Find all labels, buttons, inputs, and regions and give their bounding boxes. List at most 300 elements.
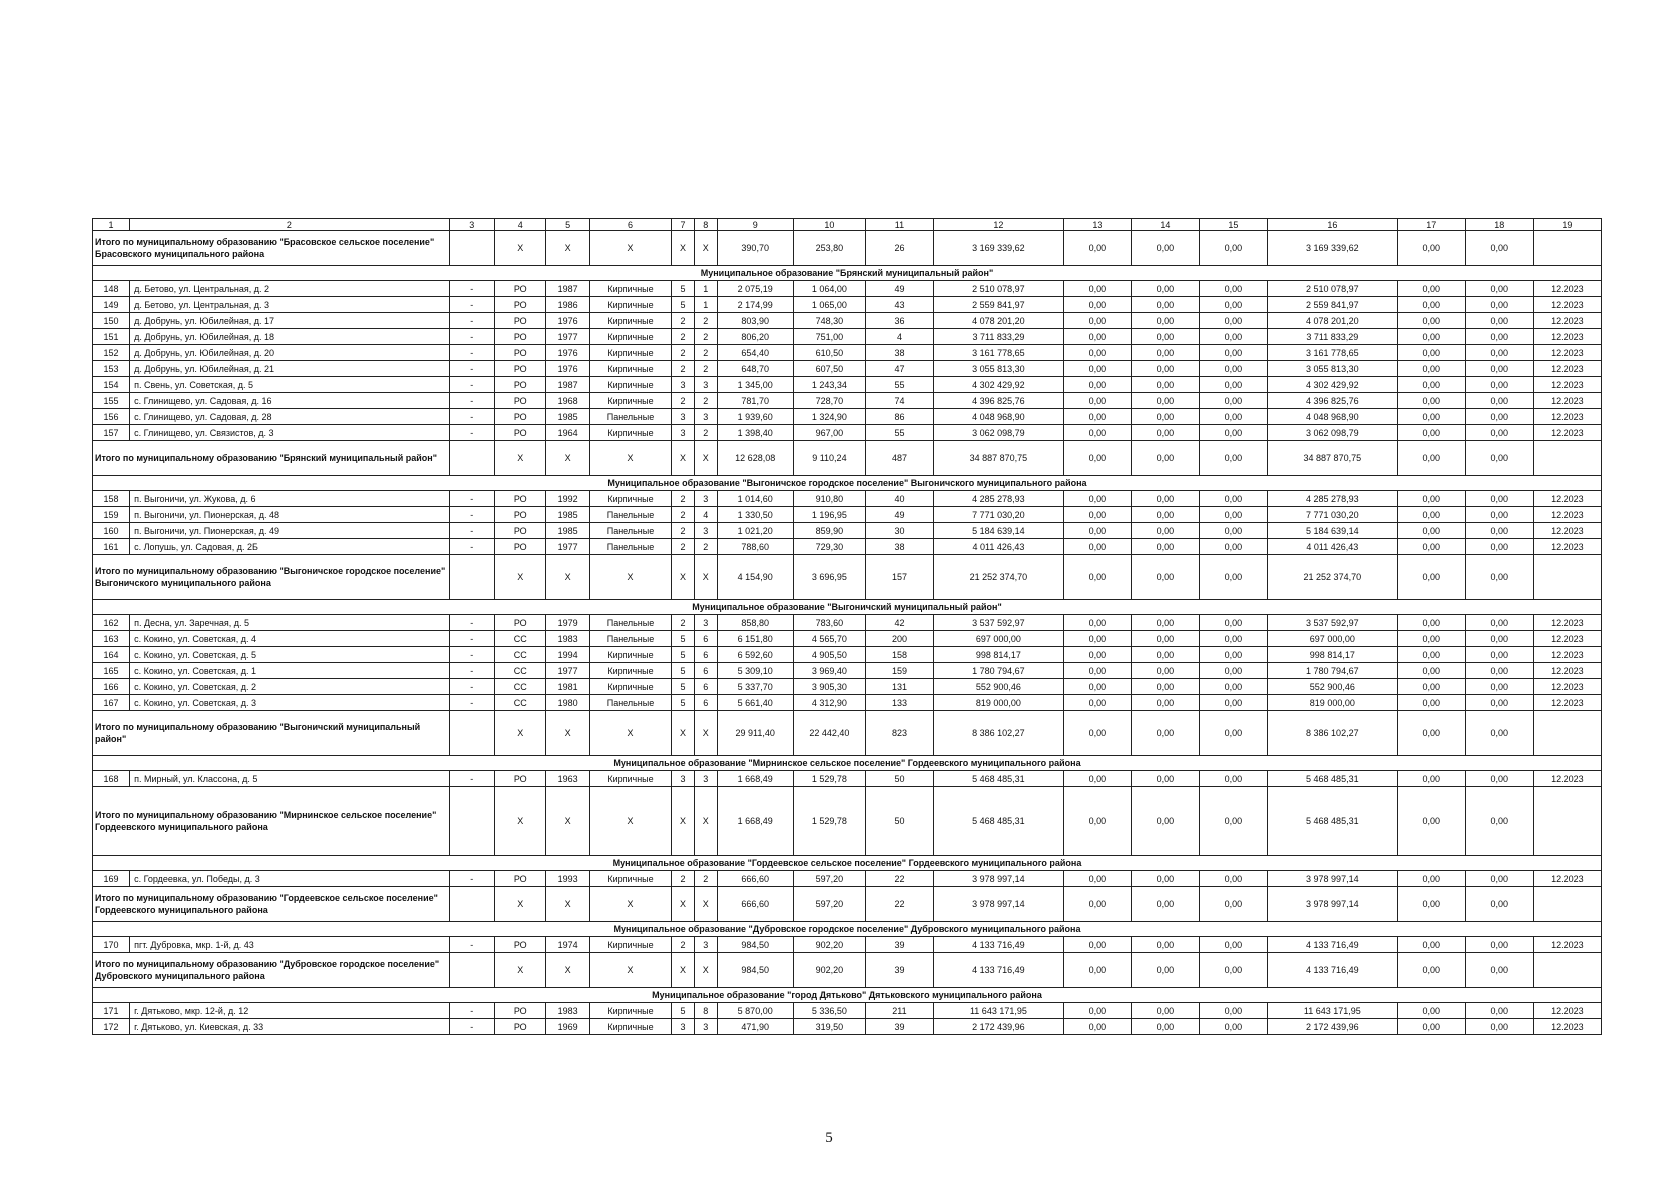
table-cell: 8 386 102,27: [933, 711, 1063, 756]
table-cell: 4 133 716,49: [933, 937, 1063, 953]
table-cell: 0,00: [1131, 679, 1199, 695]
table-cell: РО: [494, 425, 546, 441]
table-cell: 5 184 639,14: [933, 523, 1063, 539]
table-cell: 0,00: [1397, 313, 1465, 329]
table-cell: X: [694, 887, 717, 922]
table-cell: 0,00: [1465, 361, 1533, 377]
table-cell: 0,00: [1465, 377, 1533, 393]
address-cell: с. Кокино, ул. Советская, д. 5: [130, 647, 450, 663]
table-cell: 5 468 485,31: [1267, 787, 1397, 856]
table-cell: 0,00: [1199, 425, 1267, 441]
table-cell: 2: [672, 523, 695, 539]
table-cell: 823: [865, 711, 933, 756]
table-cell: 0,00: [1063, 1019, 1131, 1035]
table-cell: Кирпичные: [589, 937, 671, 953]
table-cell: X: [546, 555, 589, 600]
table-cell: РО: [494, 345, 546, 361]
column-number: 18: [1465, 219, 1533, 231]
table-cell: 0,00: [1199, 329, 1267, 345]
table-cell: 0,00: [1131, 695, 1199, 711]
table-cell: 7 771 030,20: [933, 507, 1063, 523]
table-cell: 0,00: [1131, 393, 1199, 409]
table-cell: 21 252 374,70: [933, 555, 1063, 600]
table-cell: 0,00: [1397, 297, 1465, 313]
table-cell: 783,60: [793, 615, 865, 631]
table-cell: -: [449, 281, 494, 297]
table-cell: X: [694, 441, 717, 476]
total-row: [93, 953, 1602, 988]
table-cell: 1 529,78: [793, 771, 865, 787]
address-cell: с. Глинищево, ул. Садовая, д. 16: [130, 393, 450, 409]
table-cell: 0,00: [1199, 887, 1267, 922]
column-number: 3: [449, 219, 494, 231]
table-cell: 1 529,78: [793, 787, 865, 856]
table-cell: 12.2023: [1533, 1019, 1601, 1035]
table-cell: -: [449, 615, 494, 631]
table-cell: РО: [494, 1003, 546, 1019]
table-cell: 12.2023: [1533, 647, 1601, 663]
table-cell: 12.2023: [1533, 871, 1601, 887]
table-cell: РО: [494, 523, 546, 539]
table-cell: [1533, 953, 1601, 988]
table-cell: X: [589, 711, 671, 756]
table-cell: 0,00: [1397, 631, 1465, 647]
housing-repair-table: [92, 218, 1602, 1035]
table-cell: 0,00: [1131, 409, 1199, 425]
table-cell: 0,00: [1199, 937, 1267, 953]
table-cell: 2: [672, 937, 695, 953]
table-cell: 1985: [546, 507, 589, 523]
table-cell: 3 169 339,62: [933, 231, 1063, 266]
table-cell: 3 711 833,29: [1267, 329, 1397, 345]
table-cell: 1977: [546, 329, 589, 345]
table-cell: 1976: [546, 345, 589, 361]
table-cell: 1963: [546, 771, 589, 787]
table-cell: 5 468 485,31: [1267, 771, 1397, 787]
table-cell: 1976: [546, 313, 589, 329]
table-cell: 4 396 825,76: [1267, 393, 1397, 409]
table-cell: РО: [494, 507, 546, 523]
table-cell: 0,00: [1131, 937, 1199, 953]
table-cell: 12 628,08: [717, 441, 793, 476]
table-cell: 12.2023: [1533, 1003, 1601, 1019]
table-cell: 5: [672, 647, 695, 663]
table-cell: 5: [672, 679, 695, 695]
table-cell: Кирпичные: [589, 377, 671, 393]
table-cell: 0,00: [1131, 313, 1199, 329]
table-cell: 0,00: [1131, 377, 1199, 393]
table-cell: 5 184 639,14: [1267, 523, 1397, 539]
section-header-row: [93, 756, 1602, 771]
table-cell: 0,00: [1131, 361, 1199, 377]
table-cell: 0,00: [1199, 771, 1267, 787]
table-cell: 12.2023: [1533, 679, 1601, 695]
table-cell: 12.2023: [1533, 393, 1601, 409]
table-cell: 0,00: [1199, 393, 1267, 409]
table-cell: X: [589, 953, 671, 988]
table-cell: 3: [672, 1019, 695, 1035]
table-cell: 0,00: [1397, 1003, 1465, 1019]
table-cell: 1977: [546, 663, 589, 679]
table-cell: 0,00: [1199, 631, 1267, 647]
table-cell: 1 398,40: [717, 425, 793, 441]
table-cell: 0,00: [1063, 329, 1131, 345]
table-cell: [1533, 711, 1601, 756]
table-cell: 6: [694, 647, 717, 663]
table-cell: 3: [672, 771, 695, 787]
table-cell: 0,00: [1397, 491, 1465, 507]
table-cell: 1 014,60: [717, 491, 793, 507]
table-cell: X: [672, 787, 695, 856]
table-cell: 0,00: [1465, 711, 1533, 756]
table-cell: 3 062 098,79: [933, 425, 1063, 441]
total-label: Итого по муниципальному образованию "Выгоничский муниципальный район": [93, 711, 450, 756]
table-cell: 4 154,90: [717, 555, 793, 600]
row-number: 149: [93, 297, 130, 313]
table-cell: -: [449, 679, 494, 695]
table-cell: 4 905,50: [793, 647, 865, 663]
row-number: 167: [93, 695, 130, 711]
table-cell: 0,00: [1063, 937, 1131, 953]
table-cell: 2: [672, 871, 695, 887]
table-cell: 0,00: [1397, 281, 1465, 297]
table-cell: 1 668,49: [717, 787, 793, 856]
table-cell: 3: [694, 1019, 717, 1035]
total-row: [93, 711, 1602, 756]
table-cell: 0,00: [1397, 663, 1465, 679]
table-cell: Панельные: [589, 507, 671, 523]
table-cell: 0,00: [1063, 345, 1131, 361]
address-cell: с. Лопушь, ул. Садовая, д. 2Б: [130, 539, 450, 555]
table-cell: 5 468 485,31: [933, 787, 1063, 856]
table-cell: 0,00: [1063, 507, 1131, 523]
table-cell: Панельные: [589, 631, 671, 647]
table-row: [93, 393, 1602, 409]
row-number: 156: [93, 409, 130, 425]
table-cell: 967,00: [793, 425, 865, 441]
table-cell: 42: [865, 615, 933, 631]
table-cell: 607,50: [793, 361, 865, 377]
table-cell: -: [449, 409, 494, 425]
table-cell: 748,30: [793, 313, 865, 329]
row-number: 163: [93, 631, 130, 647]
table-cell: Панельные: [589, 409, 671, 425]
table-cell: 0,00: [1199, 695, 1267, 711]
table-cell: 0,00: [1465, 297, 1533, 313]
table-cell: 2: [694, 871, 717, 887]
table-cell: -: [449, 425, 494, 441]
table-cell: 0,00: [1199, 377, 1267, 393]
address-cell: п. Выгоничи, ул. Пионерская, д. 49: [130, 523, 450, 539]
table-cell: [1533, 231, 1601, 266]
table-cell: X: [494, 555, 546, 600]
table-cell: -: [449, 1019, 494, 1035]
table-cell: 0,00: [1465, 313, 1533, 329]
table-cell: 728,70: [793, 393, 865, 409]
table-cell: 654,40: [717, 345, 793, 361]
table-cell: 806,20: [717, 329, 793, 345]
table-cell: 12.2023: [1533, 377, 1601, 393]
address-cell: п. Выгоничи, ул. Жукова, д. 6: [130, 491, 450, 507]
table-cell: 2 172 439,96: [1267, 1019, 1397, 1035]
table-cell: -: [449, 377, 494, 393]
table-cell: 0,00: [1131, 555, 1199, 600]
table-cell: 998 814,17: [933, 647, 1063, 663]
row-number: 161: [93, 539, 130, 555]
table-body: [93, 219, 1602, 1035]
table-cell: 0,00: [1397, 393, 1465, 409]
address-cell: с. Гордеевка, ул. Победы, д. 3: [130, 871, 450, 887]
table-cell: 1985: [546, 409, 589, 425]
table-cell: Кирпичные: [589, 329, 671, 345]
table-cell: 1 345,00: [717, 377, 793, 393]
table-cell: 0,00: [1063, 555, 1131, 600]
table-cell: 0,00: [1465, 491, 1533, 507]
table-cell: 0,00: [1131, 507, 1199, 523]
section-title: Муниципальное образование "Брянский муниципальный район": [93, 266, 1602, 281]
table-cell: 0,00: [1397, 523, 1465, 539]
table-cell: 12.2023: [1533, 523, 1601, 539]
table-cell: РО: [494, 361, 546, 377]
table-cell: 910,80: [793, 491, 865, 507]
table-cell: 0,00: [1131, 787, 1199, 856]
table-cell: 984,50: [717, 937, 793, 953]
table-cell: 0,00: [1199, 953, 1267, 988]
table-cell: 552 900,46: [1267, 679, 1397, 695]
table-cell: 7 771 030,20: [1267, 507, 1397, 523]
table-row: [93, 663, 1602, 679]
table-cell: 0,00: [1397, 361, 1465, 377]
table-cell: 6: [694, 663, 717, 679]
table-cell: Кирпичные: [589, 871, 671, 887]
table-cell: 86: [865, 409, 933, 425]
table-cell: 12.2023: [1533, 539, 1601, 555]
table-row: [93, 539, 1602, 555]
table-cell: 2: [672, 345, 695, 361]
table-cell: 0,00: [1131, 491, 1199, 507]
table-cell: 5: [672, 281, 695, 297]
table-row: [93, 281, 1602, 297]
table-cell: [449, 441, 494, 476]
table-cell: 0,00: [1397, 953, 1465, 988]
table-row: [93, 329, 1602, 345]
table-cell: 0,00: [1397, 345, 1465, 361]
table-cell: 697 000,00: [1267, 631, 1397, 647]
column-number: 9: [717, 219, 793, 231]
table-cell: 2 172 439,96: [933, 1019, 1063, 1035]
table-cell: 803,90: [717, 313, 793, 329]
table-cell: РО: [494, 491, 546, 507]
table-row: [93, 631, 1602, 647]
table-row: [93, 771, 1602, 787]
address-cell: д. Добрунь, ул. Юбилейная, д. 18: [130, 329, 450, 345]
table-cell: X: [546, 953, 589, 988]
table-cell: 0,00: [1397, 377, 1465, 393]
table-cell: 781,70: [717, 393, 793, 409]
table-cell: 0,00: [1199, 231, 1267, 266]
table-cell: X: [494, 787, 546, 856]
table-cell: 729,30: [793, 539, 865, 555]
table-cell: -: [449, 871, 494, 887]
table-cell: 2 559 841,97: [1267, 297, 1397, 313]
table-cell: 1 780 794,67: [1267, 663, 1397, 679]
table-row: [93, 647, 1602, 663]
table-cell: 0,00: [1397, 695, 1465, 711]
table-cell: 0,00: [1131, 539, 1199, 555]
table-cell: 0,00: [1063, 887, 1131, 922]
table-cell: 0,00: [1465, 507, 1533, 523]
table-cell: 12.2023: [1533, 329, 1601, 345]
table-cell: 0,00: [1063, 523, 1131, 539]
table-cell: 12.2023: [1533, 663, 1601, 679]
table-cell: 0,00: [1465, 647, 1533, 663]
page-number: 5: [825, 1130, 833, 1146]
table-cell: 819 000,00: [933, 695, 1063, 711]
row-number: 166: [93, 679, 130, 695]
total-label: Итого по муниципальному образованию "Выгоничское городское поселение" Выгоничского муниципального района: [93, 555, 450, 600]
table-cell: 0,00: [1063, 297, 1131, 313]
table-cell: 2: [694, 313, 717, 329]
section-title: Муниципальное образование "Гордеевское сельское поселение" Гордеевского муниципального района: [93, 856, 1602, 871]
table-cell: 43: [865, 297, 933, 313]
table-cell: 4 133 716,49: [1267, 953, 1397, 988]
total-label: Итого по муниципальному образованию "Мирнинское сельское поселение" Гордеевского муниципального района: [93, 787, 450, 856]
table-cell: 2 174,99: [717, 297, 793, 313]
table-cell: 0,00: [1397, 711, 1465, 756]
table-cell: X: [546, 787, 589, 856]
table-cell: 0,00: [1465, 281, 1533, 297]
table-cell: 1983: [546, 631, 589, 647]
address-cell: с. Кокино, ул. Советская, д. 1: [130, 663, 450, 679]
table-cell: 1985: [546, 523, 589, 539]
table-row: [93, 425, 1602, 441]
column-number: 6: [589, 219, 671, 231]
table-cell: -: [449, 539, 494, 555]
table-cell: 0,00: [1199, 615, 1267, 631]
table-cell: СС: [494, 695, 546, 711]
table-cell: 0,00: [1465, 539, 1533, 555]
table-cell: 50: [865, 771, 933, 787]
table-cell: 0,00: [1397, 441, 1465, 476]
table-cell: X: [672, 953, 695, 988]
table-cell: [449, 711, 494, 756]
table-cell: 3 978 997,14: [1267, 887, 1397, 922]
table-cell: Панельные: [589, 695, 671, 711]
table-cell: Кирпичные: [589, 281, 671, 297]
table-cell: 30: [865, 523, 933, 539]
column-number: 5: [546, 219, 589, 231]
table-cell: СС: [494, 679, 546, 695]
address-cell: д. Добрунь, ул. Юбилейная, д. 20: [130, 345, 450, 361]
table-cell: [1533, 887, 1601, 922]
table-cell: -: [449, 297, 494, 313]
table-cell: 788,60: [717, 539, 793, 555]
table-cell: X: [546, 231, 589, 266]
table-cell: 0,00: [1063, 425, 1131, 441]
table-cell: 0,00: [1131, 231, 1199, 266]
table-cell: 1993: [546, 871, 589, 887]
table-cell: 8 386 102,27: [1267, 711, 1397, 756]
table-cell: 21 252 374,70: [1267, 555, 1397, 600]
table-cell: 697 000,00: [933, 631, 1063, 647]
table-cell: 3: [672, 377, 695, 393]
table-cell: 1987: [546, 281, 589, 297]
table-cell: 0,00: [1465, 615, 1533, 631]
table-cell: -: [449, 695, 494, 711]
table-cell: 12.2023: [1533, 281, 1601, 297]
address-cell: д. Добрунь, ул. Юбилейная, д. 17: [130, 313, 450, 329]
row-number: 155: [93, 393, 130, 409]
table-row: [93, 615, 1602, 631]
total-label: Итого по муниципальному образованию "Дубровское городское поселение" Дубровского муниципального района: [93, 953, 450, 988]
table-cell: 0,00: [1397, 771, 1465, 787]
table-cell: X: [589, 787, 671, 856]
table-cell: 0,00: [1465, 409, 1533, 425]
table-cell: 36: [865, 313, 933, 329]
address-cell: с. Кокино, ул. Советская, д. 2: [130, 679, 450, 695]
row-number: 169: [93, 871, 130, 887]
table-cell: СС: [494, 663, 546, 679]
table-cell: 1976: [546, 361, 589, 377]
table-cell: 0,00: [1063, 377, 1131, 393]
table-cell: X: [589, 887, 671, 922]
table-cell: Кирпичные: [589, 297, 671, 313]
total-row: [93, 231, 1602, 266]
table-cell: 6 592,60: [717, 647, 793, 663]
address-cell: с. Глинищево, ул. Связистов, д. 3: [130, 425, 450, 441]
table-cell: 0,00: [1063, 787, 1131, 856]
row-number: 152: [93, 345, 130, 361]
table-cell: 12.2023: [1533, 297, 1601, 313]
table-cell: 1969: [546, 1019, 589, 1035]
row-number: 172: [93, 1019, 130, 1035]
section-title: Муниципальное образование "Выгоничское городское поселение" Выгоничского муниципального района: [93, 476, 1602, 491]
table-row: [93, 507, 1602, 523]
table-cell: 0,00: [1397, 425, 1465, 441]
table-cell: X: [589, 441, 671, 476]
table-cell: 3: [694, 523, 717, 539]
address-cell: пгт. Дубровка, мкр. 1-й, д. 43: [130, 937, 450, 953]
table-cell: 4 285 278,93: [933, 491, 1063, 507]
table-cell: 0,00: [1131, 771, 1199, 787]
table-cell: 487: [865, 441, 933, 476]
table-cell: 751,00: [793, 329, 865, 345]
table-cell: 5: [672, 1003, 695, 1019]
table-cell: [1533, 555, 1601, 600]
table-cell: X: [672, 887, 695, 922]
table-cell: 0,00: [1131, 297, 1199, 313]
table-cell: 0,00: [1131, 281, 1199, 297]
table-cell: 39: [865, 953, 933, 988]
table-cell: 2: [672, 393, 695, 409]
table-cell: 1994: [546, 647, 589, 663]
table-cell: 5: [672, 297, 695, 313]
table-cell: Кирпичные: [589, 345, 671, 361]
table-cell: 40: [865, 491, 933, 507]
column-number: 11: [865, 219, 933, 231]
table-cell: 0,00: [1397, 1019, 1465, 1035]
table-cell: РО: [494, 615, 546, 631]
table-cell: X: [546, 711, 589, 756]
table-cell: -: [449, 313, 494, 329]
table-cell: 4 048 968,90: [1267, 409, 1397, 425]
table-cell: 55: [865, 425, 933, 441]
table-cell: X: [672, 555, 695, 600]
table-cell: 0,00: [1397, 887, 1465, 922]
table-cell: 12.2023: [1533, 361, 1601, 377]
table-cell: 3 055 813,30: [933, 361, 1063, 377]
table-cell: 0,00: [1465, 523, 1533, 539]
